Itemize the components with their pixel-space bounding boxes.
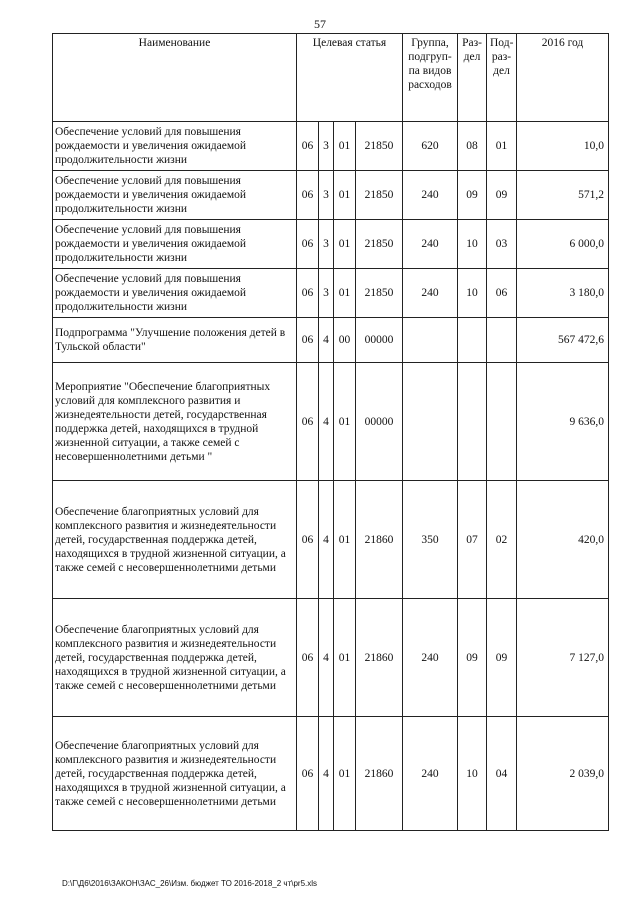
row-expense-group (403, 363, 458, 481)
row-amount: 571,2 (517, 171, 609, 220)
row-name: Обеспечение благоприятных условий для комплексного развития и жизнедеятельности детей, государственная поддержка детей, находящихся в трудной жизненной ситуации, а также семей с несовершеннолетними детьми (53, 481, 297, 599)
row-code-activity: 01 (334, 599, 356, 717)
row-code-subprogram: 4 (319, 481, 334, 599)
row-amount: 3 180,0 (517, 269, 609, 318)
row-expense-group: 240 (403, 269, 458, 318)
row-section (458, 363, 487, 481)
row-section: 10 (458, 717, 487, 831)
row-section: 10 (458, 220, 487, 269)
row-subsection: 09 (487, 599, 517, 717)
row-name: Обеспечение благоприятных условий для комплексного развития и жизнедеятельности детей, государственная поддержка детей, находящихся в трудной жизненной ситуации, а также семей с несовершеннолетними детьми (53, 717, 297, 831)
row-expense-group (403, 318, 458, 363)
row-code-direction: 21860 (356, 481, 403, 599)
row-section: 07 (458, 481, 487, 599)
row-code-activity: 01 (334, 220, 356, 269)
row-code-subprogram: 3 (319, 122, 334, 171)
row-code-direction: 21850 (356, 220, 403, 269)
header-name: Наименование (53, 34, 297, 122)
row-code-activity: 01 (334, 363, 356, 481)
row-expense-group: 350 (403, 481, 458, 599)
row-section: 08 (458, 122, 487, 171)
row-name: Подпрограмма "Улучшение положения детей в Тульской области" (53, 318, 297, 363)
row-code-program: 06 (297, 717, 319, 831)
row-subsection: 02 (487, 481, 517, 599)
row-amount: 7 127,0 (517, 599, 609, 717)
table-row (53, 220, 609, 269)
row-code-subprogram: 4 (319, 363, 334, 481)
row-name: Мероприятие "Обеспечение благоприятных условий для комплексного развития и жизнедеятельности детей, государственная поддержка детей, находящихся в трудной жизненной ситуации, а также семей с несовершеннолетними детьми " (53, 363, 297, 481)
row-amount: 9 636,0 (517, 363, 609, 481)
row-code-direction: 00000 (356, 363, 403, 481)
row-expense-group: 240 (403, 717, 458, 831)
row-subsection: 04 (487, 717, 517, 831)
row-code-subprogram: 4 (319, 599, 334, 717)
row-name: Обеспечение условий для повышения рождаемости и увеличения ожидаемой продолжительности жизни (53, 220, 297, 269)
row-code-program: 06 (297, 269, 319, 318)
row-amount: 10,0 (517, 122, 609, 171)
row-name: Обеспечение условий для повышения рождаемости и увеличения ожидаемой продолжительности жизни (53, 269, 297, 318)
table-row (53, 717, 609, 831)
row-amount: 567 472,6 (517, 318, 609, 363)
file-path-footer: D:\Г\Д6\2016\ЗАКОН\ЗАС_26\Изм. бюджет ТО 2016-2018_2 чт\pr5.xls (62, 879, 318, 888)
row-code-subprogram: 3 (319, 269, 334, 318)
row-code-activity: 01 (334, 481, 356, 599)
row-code-direction: 21860 (356, 717, 403, 831)
row-section: 10 (458, 269, 487, 318)
row-subsection: 03 (487, 220, 517, 269)
table-row (53, 122, 609, 171)
row-code-activity: 00 (334, 318, 356, 363)
budget-table (52, 33, 609, 831)
row-code-subprogram: 4 (319, 318, 334, 363)
row-subsection (487, 318, 517, 363)
row-code-program: 06 (297, 363, 319, 481)
row-code-activity: 01 (334, 171, 356, 220)
header-year: 2016 год (517, 34, 609, 122)
row-name: Обеспечение благоприятных условий для комплексного развития и жизнедеятельности детей, государственная поддержка детей, находящихся в трудной жизненной ситуации, а также семей с несовершеннолетними детьми (53, 599, 297, 717)
row-code-program: 06 (297, 481, 319, 599)
row-code-program: 06 (297, 122, 319, 171)
row-subsection (487, 363, 517, 481)
row-subsection: 06 (487, 269, 517, 318)
row-code-activity: 01 (334, 122, 356, 171)
row-expense-group: 240 (403, 171, 458, 220)
row-code-program: 06 (297, 220, 319, 269)
header-section: Раз-дел (458, 34, 487, 122)
row-expense-group: 620 (403, 122, 458, 171)
row-expense-group: 240 (403, 220, 458, 269)
row-amount: 6 000,0 (517, 220, 609, 269)
header-expense-group: Группа, подгруп-па видов расходов (403, 34, 458, 122)
table-row (53, 481, 609, 599)
table-row (53, 599, 609, 717)
row-code-direction: 21850 (356, 171, 403, 220)
row-code-direction: 00000 (356, 318, 403, 363)
row-code-subprogram: 3 (319, 220, 334, 269)
table-row (53, 171, 609, 220)
row-amount: 2 039,0 (517, 717, 609, 831)
row-section (458, 318, 487, 363)
page-number: 57 (314, 17, 326, 31)
row-expense-group: 240 (403, 599, 458, 717)
row-name: Обеспечение условий для повышения рождаемости и увеличения ожидаемой продолжительности жизни (53, 122, 297, 171)
table-row (53, 318, 609, 363)
header-subsection: Под-раз-дел (487, 34, 517, 122)
row-code-direction: 21850 (356, 269, 403, 318)
table-row (53, 363, 609, 481)
row-code-direction: 21850 (356, 122, 403, 171)
row-code-program: 06 (297, 599, 319, 717)
row-subsection: 09 (487, 171, 517, 220)
row-section: 09 (458, 171, 487, 220)
row-code-program: 06 (297, 171, 319, 220)
row-code-program: 06 (297, 318, 319, 363)
row-name: Обеспечение условий для повышения рождаемости и увеличения ожидаемой продолжительности жизни (53, 171, 297, 220)
table-row (53, 269, 609, 318)
row-code-direction: 21860 (356, 599, 403, 717)
row-subsection: 01 (487, 122, 517, 171)
row-code-subprogram: 4 (319, 717, 334, 831)
row-amount: 420,0 (517, 481, 609, 599)
header-target-article: Целевая статья (297, 34, 403, 122)
row-code-activity: 01 (334, 717, 356, 831)
row-code-activity: 01 (334, 269, 356, 318)
row-section: 09 (458, 599, 487, 717)
row-code-subprogram: 3 (319, 171, 334, 220)
